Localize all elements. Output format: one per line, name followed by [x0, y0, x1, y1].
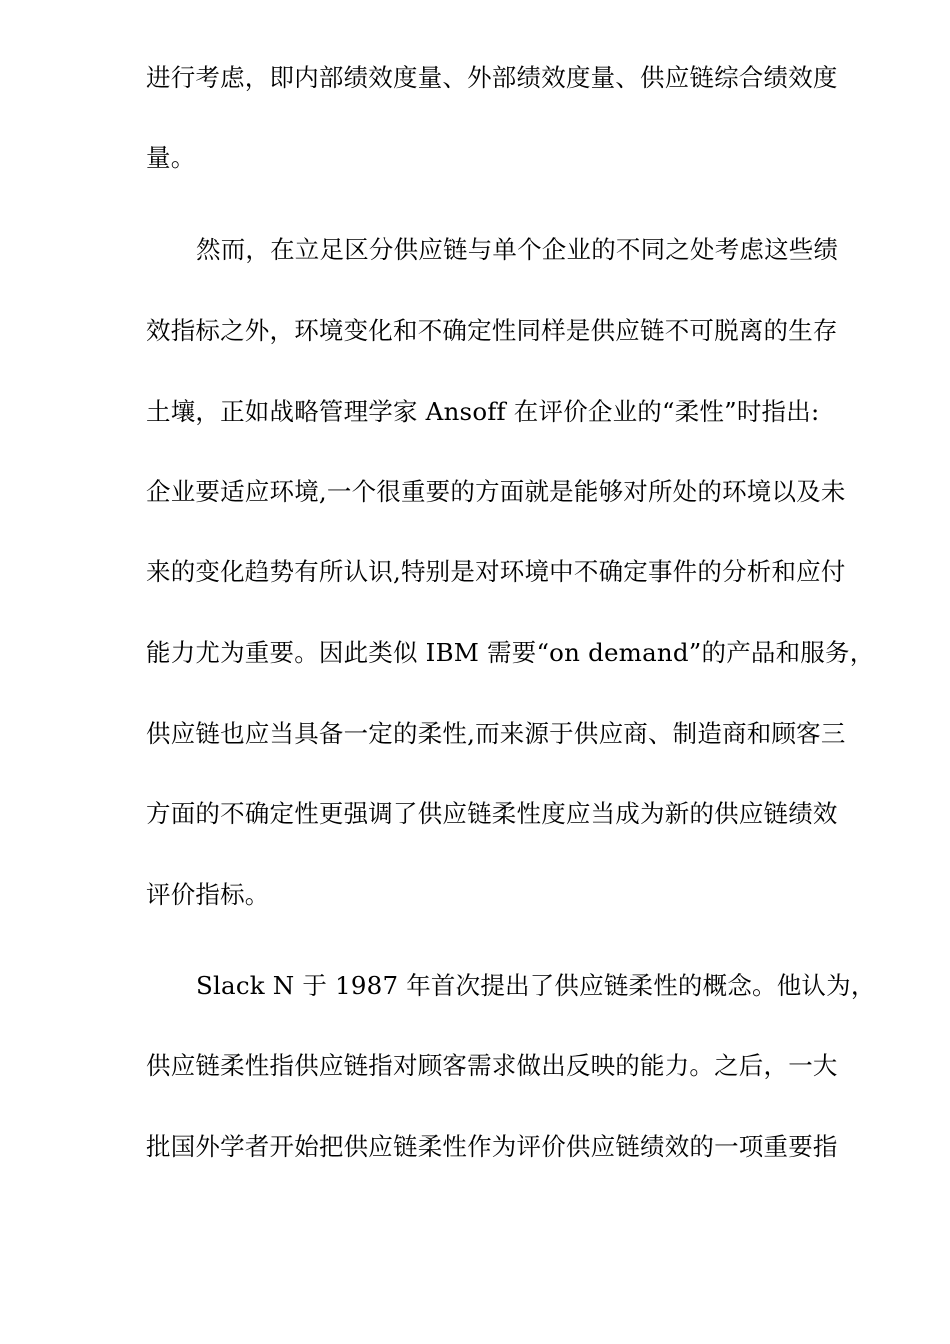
- text-line: 来的变化趋势有所认识,特别是对环境中不确定事件的分析和应付: [146, 557, 846, 586]
- text-line: 土壤，正如战略管理学家 Ansoff 在评价企业的“柔性”时指出:: [146, 397, 820, 426]
- text-line: 效指标之外，环境变化和不确定性同样是供应链不可脱离的生存: [146, 316, 838, 345]
- paragraph-first-line: 然而，在立足区分供应链与单个企业的不同之处考虑这些绩: [196, 235, 839, 264]
- text-line: 供应链也应当具备一定的柔性,而来源于供应商、制造商和顾客三: [146, 719, 846, 748]
- text-line: 能力尤为重要。因此类似 IBM 需要“on demand”的产品和服务，: [146, 638, 875, 667]
- text-line: 评价指标。: [146, 880, 270, 909]
- text-line: 企业要适应环境,一个很重要的方面就是能够对所处的环境以及未: [146, 477, 846, 506]
- text-line: 量。: [146, 143, 196, 172]
- text-line: 方面的不确定性更强调了供应链柔性度应当成为新的供应链绩效: [146, 799, 838, 828]
- paragraph-first-line: Slack N 于 1987 年首次提出了供应链柔性的概念。他认为，: [196, 971, 876, 1000]
- text-line: 供应链柔性指供应链指对顾客需求做出反映的能力。之后，一大: [146, 1051, 838, 1080]
- text-line: 批国外学者开始把供应链柔性作为评价供应链绩效的一项重要指: [146, 1132, 838, 1161]
- text-line: 进行考虑，即内部绩效度量、外部绩效度量、供应链综合绩效度: [146, 63, 838, 92]
